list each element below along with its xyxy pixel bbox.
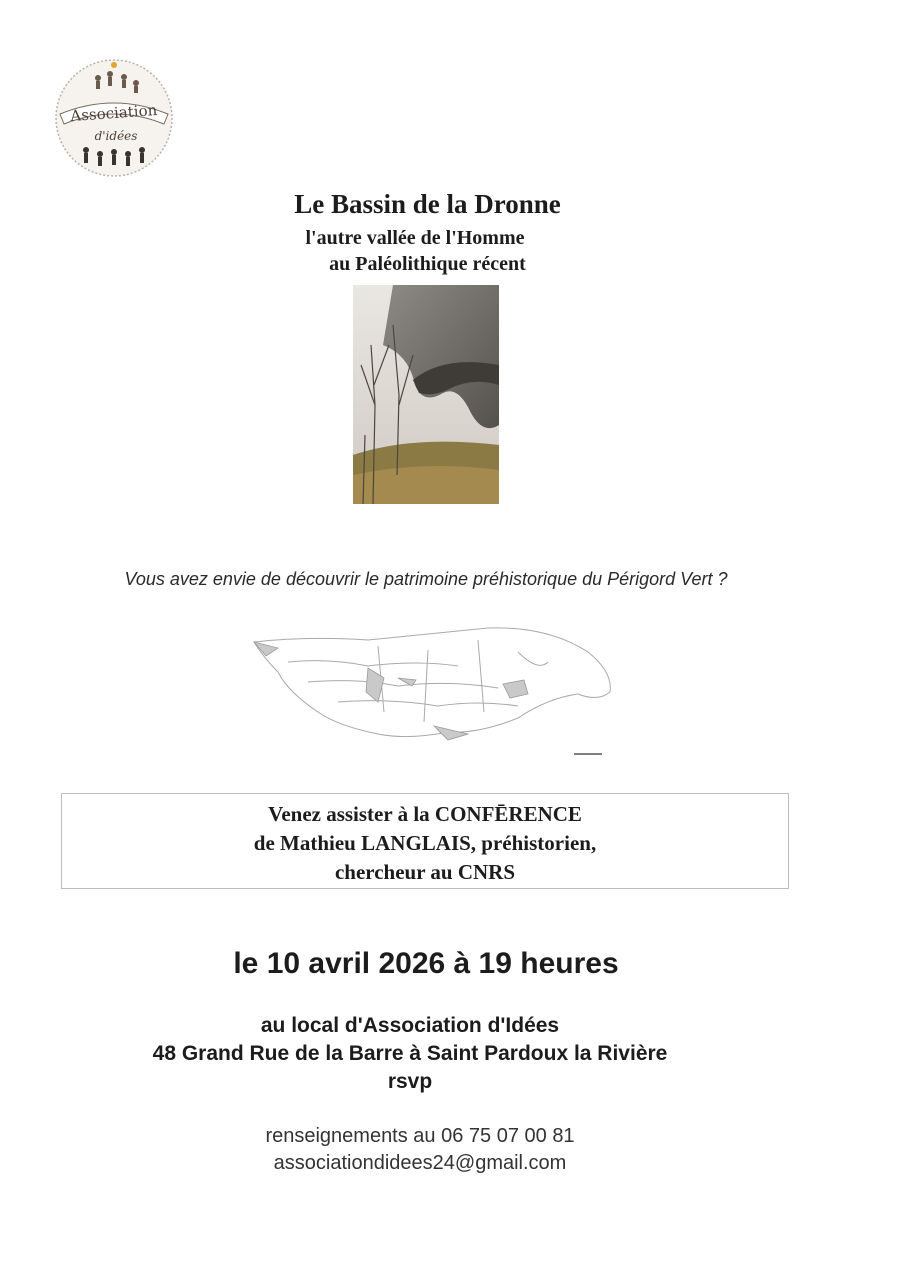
association-logo [52, 56, 176, 180]
contact-email: associationdidees24@gmail.com [273, 1152, 567, 1174]
logo-text-bottom: d'idées [94, 129, 138, 143]
subtitle-line-2: au Paléolithique récent [329, 253, 526, 275]
rock-shelter-photo [353, 285, 499, 504]
conference-box [61, 793, 789, 889]
conference-line-3: chercheur au CNRS [334, 860, 516, 884]
question-text: Vous avez envie de découvrir le patrimoine préhistorique du Périgord Vert ? [124, 569, 728, 589]
conference-line-2: de Mathieu LANGLAIS, préhistorien, [253, 831, 597, 855]
rsvp-text: rsvp [387, 1070, 433, 1093]
logo-text-top: Association [69, 100, 158, 126]
cave-plan-drawing [248, 622, 618, 762]
venue-line-2: 48 Grand Rue de la Barre à Saint Pardoux la Rivière [152, 1042, 668, 1065]
contact-phone: renseignements au 06 75 07 00 81 [265, 1125, 575, 1147]
subtitle-line-1: l'autre vallée de l'Homme [305, 227, 525, 249]
conference-line-1: Venez assister à la CONFĒRENCE [268, 802, 582, 826]
event-date: le 10 avril 2026 à 19 heures [233, 947, 619, 980]
page-title: Le Bassin de la Dronne [294, 189, 561, 219]
venue-line-1: au local d'Association d'Idées [260, 1014, 560, 1037]
